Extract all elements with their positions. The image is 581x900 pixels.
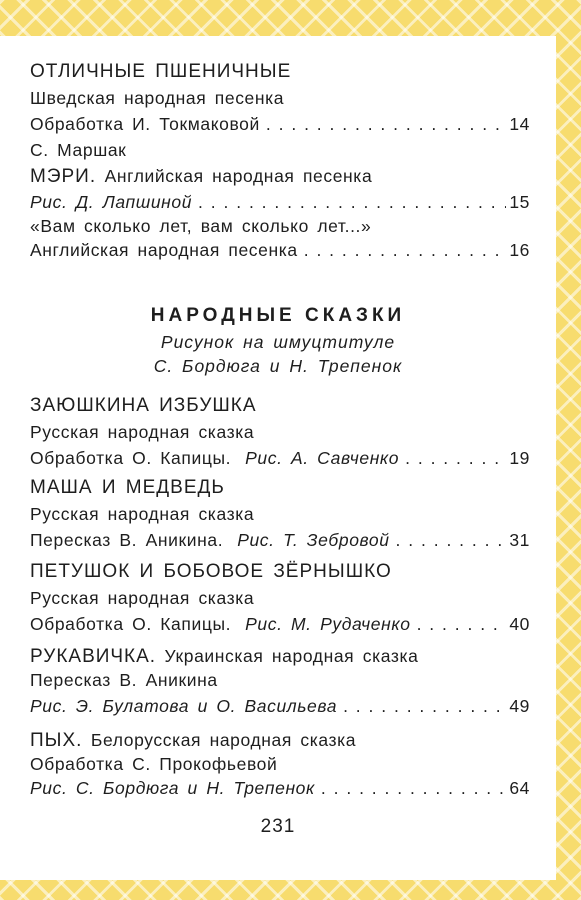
toc-entry-subtitle: Русская народная сказка [30, 422, 255, 442]
toc-entry-page-line[interactable] [30, 190, 530, 214]
book-page [0, 36, 556, 880]
toc-entry-illustrator: Рис. М. Рудаченко [245, 614, 411, 634]
toc-entry-title-suffix: Украинская народная сказка [164, 646, 419, 666]
section-title: НАРОДНЫЕ СКАЗКИ [150, 305, 406, 326]
dot-leader [396, 528, 507, 552]
toc-entry-illustrator: Рис. Д. Лапшиной [30, 192, 193, 212]
toc-entry-credit: Обработка О. Капицы. [30, 614, 232, 634]
toc-entry-page: 15 [509, 192, 530, 212]
toc-entry-title-line [30, 164, 530, 188]
toc-entry-page: 49 [509, 696, 530, 716]
toc-entry-credit: Пересказ В. Аникина. [30, 530, 224, 550]
toc-entry-subtitle: Русская народная сказка [30, 588, 255, 608]
toc-entry-author: С. Маршак [30, 140, 127, 160]
dot-leader [304, 238, 507, 262]
toc-entry-page: 14 [509, 114, 530, 134]
dot-leader [321, 776, 506, 800]
toc-entry-page-line[interactable] [30, 776, 530, 800]
dot-leader [343, 694, 506, 718]
toc-entry-page: 19 [509, 448, 530, 468]
toc-entry-title-line [30, 728, 530, 752]
dot-leader [417, 612, 507, 636]
toc-entry-subtitle: Пересказ В. Аникина [30, 670, 218, 690]
section-subtitle: Рисунок на шмуцтитуле [160, 332, 396, 352]
toc-entry-credit: Обработка И. Токмаковой [30, 114, 260, 134]
toc-entry-title-suffix: Белорусская народная сказка [90, 730, 357, 750]
page-number: 231 [260, 816, 296, 837]
toc-entry-page-line[interactable] [30, 694, 530, 718]
toc-entry-page: 64 [509, 778, 530, 798]
toc-entry-page: 40 [509, 614, 530, 634]
toc-entry-page-line[interactable] [30, 446, 530, 470]
toc-entry-page: 31 [509, 530, 530, 550]
toc-entry-subtitle: Русская народная сказка [30, 504, 255, 524]
toc-entry-credit: Обработка О. Капицы. [30, 448, 232, 468]
toc-entry-subtitle: Английская народная песенка [30, 240, 298, 260]
toc-entry-page-line[interactable] [30, 612, 530, 636]
toc-entry-page-line[interactable] [30, 238, 530, 262]
toc-entry-subtitle: Шведская народная песенка [30, 88, 285, 108]
toc-entry-title: МАША И МЕДВЕДЬ [30, 477, 225, 498]
dot-leader [405, 446, 506, 470]
toc-entry-title-line [30, 644, 530, 668]
toc-entry-illustrator: Рис. Т. Зебровой [237, 530, 390, 550]
toc-entry-subtitle: Обработка С. Прокофьевой [30, 754, 278, 774]
section-subtitle-credit: С. Бордюга и Н. Трепенок [153, 356, 403, 376]
toc-entry-page: 16 [509, 240, 530, 260]
toc-entry-title: ПЫХ. [30, 730, 83, 751]
dot-leader [266, 112, 506, 136]
toc-entry-title: ЗАЮШКИНА ИЗБУШКА [30, 395, 257, 416]
toc-entry-page-line[interactable] [30, 112, 530, 136]
toc-entry-illustrator: Рис. С. Бордюга и Н. Трепенок [30, 778, 315, 798]
toc-entry-illustrator: Рис. А. Савченко [245, 448, 400, 468]
toc-entry-title: ОТЛИЧНЫЕ ПШЕНИЧНЫЕ [30, 61, 292, 82]
toc-entry-title: «Вам сколько лет, вам сколько лет...» [30, 216, 372, 236]
toc-entry-illustrator: Рис. Э. Булатова и О. Васильева [30, 696, 338, 716]
toc-entry-title: МЭРИ. [30, 166, 97, 187]
toc-entry-title-suffix: Английская народная песенка [104, 166, 373, 186]
toc-entry-page-line[interactable] [30, 528, 530, 552]
toc-entry-title: ПЕТУШОК И БОБОВОЕ ЗЁРНЫШКО [30, 561, 392, 582]
dot-leader [198, 190, 506, 214]
toc-entry-title: РУКАВИЧКА. [30, 646, 157, 667]
